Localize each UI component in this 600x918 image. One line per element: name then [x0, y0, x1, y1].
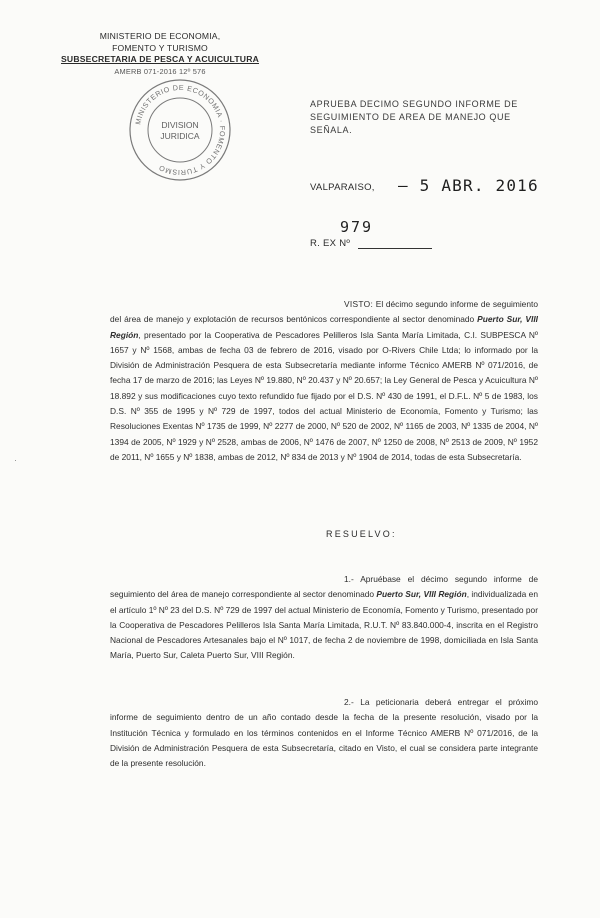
place-date [310, 176, 560, 206]
division-juridica-stamp-icon [126, 76, 234, 184]
number-underline [358, 248, 432, 249]
letterhead [60, 31, 260, 77]
document-subject: APRUEBA DECIMO SEGUNDO INFORME DE SEGUIMIENTO DE AREA DE MANEJO QUE SEÑALA. [310, 99, 518, 135]
resolution-label: R. EX Nº [310, 238, 351, 249]
date-stamp: – 5 ABR. 2016 [398, 176, 539, 195]
visto-keyword: VISTO: [344, 299, 374, 309]
stamp-ring-text: MINISTERIO DE ECONOMIA · FOMENTO Y TURISMO [133, 82, 228, 178]
article-1-text-b: , individualizada en el artículo 1º Nº 23 del D.S. Nº 729 de 1997 del actual Ministerio de Economía, Fomento y Turismo, presentado por la Cooperativa de Pescadores Pelilleros Isla Santa María Limitada, R.U.T. Nº 83.840.000-4, inscrita en el Registro Nacional de Pescadores Artesanales bajo el Nº 1017, de fecha 2 de noviembre de 1998, domiciliada en Isla Santa María, Puerto Sur, Caleta Puerto Sur, VIII Región. [110, 589, 538, 661]
visto-text-a: El décimo segundo informe de seguimiento del área de manejo y explotación de recursos bentónicos correspondiente al sector denominado [110, 299, 538, 325]
stamp-center-line-2: JURIDICA [160, 131, 200, 141]
visto-text-b: , presentado por la Cooperativa de Pescadores Pelilleros Isla Santa María Limitada, C.I. SUBPESCA Nº 1657 y Nº 1568, ambas de fecha 03 de febrero de 2016, visado por O-Rivers Chile Ltda; lo informado por la División de Administración Pesquera de esta Subsecretaría mediante informe Técnico AMERB Nº 071/2016, de fecha 17 de marzo de 2016; las Leyes Nº 19.880, Nº 20.437 y Nº 20.657; la Ley General de Pesca y Acuicultura Nº 18.892 y sus modificaciones cuyo texto refundido fue fijado por el D.S. Nº 430 de 1991, el D.F.L. Nº 5 de 1983, los D.S. Nº 355 de 1995 y Nº 729 de 1997, todos del actual Ministerio de Economía, Fomento y Turismo; las Resoluciones Exentas Nº 1735 de 1999, Nº 2277 de 2000, Nº 520 de 2002, Nº 1165 de 2003, Nº 1335 de 2004, Nº 1394 de 2005, Nº 1929 y Nº 2528, ambas de 2006, Nº 1476 de 2007, Nº 1250 de 2008, Nº 2513 de 2009, Nº 1952 de 2011, Nº 1655 y Nº 1838, ambas de 2012, Nº 834 de 2013 y Nº 1904 de 2014, todas de esta Subsecretaría. [110, 329, 538, 462]
place: VALPARAISO, [310, 182, 375, 193]
resolution-number: 979 [340, 218, 374, 236]
scan-speck: · [14, 455, 17, 465]
article-1-sector: Puerto Sur, VIII Región [376, 589, 467, 600]
ministry-line-2: FOMENTO Y TURISMO [112, 42, 208, 53]
visto-sector: Puerto Sur, VIII Región [110, 314, 539, 340]
stamp-center-line-1: DIVISION [161, 120, 199, 130]
svg-text:MINISTERIO DE ECONOMIA · FOMEN [133, 83, 227, 177]
article-1-text-a: 1.- Apruébase el décimo segundo informe de seguimiento del área de manejo correspondiente al sector denominado [110, 574, 538, 600]
article-2-text: 2.- La peticionaria deberá entregar el próximo informe de seguimiento dentro de un año contado desde la fecha de la presente resolución, visado por la Institución Técnica y formulado en los términos contenidos en el Informe Técnico AMERB Nº 071/2016, de la División de Administración Pesquera de esta Subsecretaría, citado en Visto, el cual se considera parte integrante de la presente resolución. [110, 697, 538, 769]
article-1 [110, 572, 538, 664]
article-2 [110, 695, 538, 771]
ministry-line-1: MINISTERIO DE ECONOMIA, [99, 31, 221, 41]
visto-paragraph [110, 297, 538, 465]
reference-line: AMERB 071-2016 12º 576 [114, 66, 206, 76]
subsecretaria-line: SUBSECRETARIA DE PESCA Y ACUICULTURA [60, 54, 260, 64]
resuelvo-heading: RESUELVO: [326, 529, 397, 539]
exempt-resolution-number [310, 218, 510, 254]
